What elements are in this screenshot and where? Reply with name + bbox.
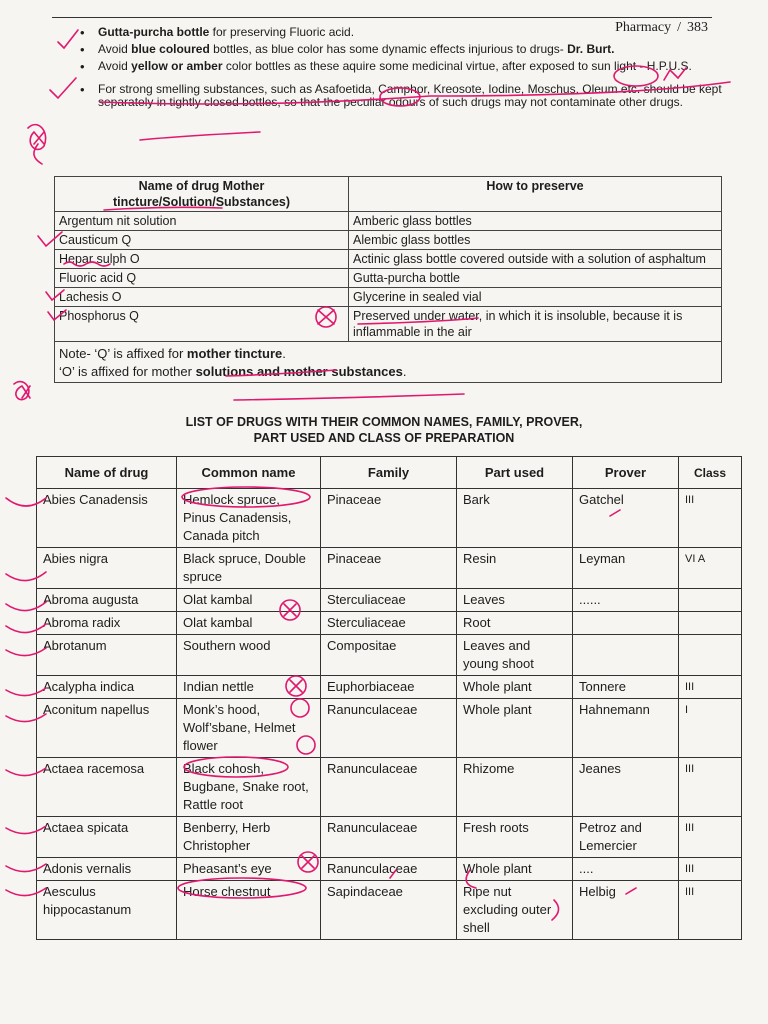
publication-name: Pharmacy — [615, 20, 672, 35]
prover-cell: .... — [573, 858, 679, 881]
family-cell: Sterculiaceae — [321, 612, 457, 635]
drug-cell: Lachesis O — [55, 288, 349, 307]
preserve-cell: Glycerine in sealed vial — [349, 288, 722, 307]
preserve-cell: Amberic glass bottles — [349, 212, 722, 231]
note-text: . — [282, 346, 286, 361]
common-name-cell: Black cohosh, Bugbane, Snake root, Rattle root — [177, 758, 321, 817]
col-header-name: Name of drug — [37, 457, 177, 489]
class-cell: VI A — [679, 548, 742, 589]
family-cell: Euphorbiaceae — [321, 676, 457, 699]
bullet-text: for preserving Fluoric acid. — [209, 25, 355, 39]
drug-cell: Hepar sulph O — [55, 250, 349, 269]
note-bold: solutions and mother substances — [195, 364, 403, 379]
note-line-o — [59, 363, 717, 381]
drug-name-cell: Actaea racemosa — [37, 758, 177, 817]
col-header-part: Part used — [457, 457, 573, 489]
bullet-item — [74, 83, 724, 109]
col-header-family: Family — [321, 457, 457, 489]
common-name-cell: Hemlock spruce, Pinus Canadensis, Canada pitch — [177, 489, 321, 548]
list-title-line: PART USED AND CLASS OF PREPARATION — [253, 431, 515, 445]
common-name-cell: Pheasant’s eye — [177, 858, 321, 881]
class-cell: III — [679, 817, 742, 858]
part-used-cell: Ripe nut excluding outer shell — [457, 881, 573, 940]
drug-name-cell: Abroma augusta — [37, 589, 177, 612]
family-cell: Ranunculaceae — [321, 699, 457, 758]
class-cell — [679, 612, 742, 635]
class-cell: III — [679, 881, 742, 940]
drug-cell: Causticum Q — [55, 231, 349, 250]
class-cell — [679, 589, 742, 612]
common-name-cell: Horse chestnut — [177, 881, 321, 940]
bullet-text: color bottles as these aquire some medicinal virtue, after exposed to sun light - H.P.U.S. — [222, 59, 692, 73]
prover-cell: Jeanes — [573, 758, 679, 817]
tick-mark — [50, 78, 76, 98]
drug-list-table — [36, 456, 742, 940]
common-name-cell: Monk’s hood, Wolf’sbane, Helmet flower — [177, 699, 321, 758]
class-cell: III — [679, 489, 742, 548]
drug-name-cell: Aconitum napellus — [37, 699, 177, 758]
common-name-cell: Olat kambal — [177, 612, 321, 635]
part-used-cell: Bark — [457, 489, 573, 548]
bullet-text: For strong smelling substances, such as Asafoetida, Camphor, Kreosote, Iodine, Moschus, Oleum etc. should be kept separately in tightly closed bottles, so that the peculiar odours of such drugs may not contaminate other drugs. — [98, 82, 722, 109]
prover-cell: Petroz and Lemercier — [573, 817, 679, 858]
table-row — [37, 881, 742, 940]
class-cell: III — [679, 676, 742, 699]
note-row — [55, 342, 722, 383]
part-used-cell: Root — [457, 612, 573, 635]
list-title — [0, 414, 768, 446]
common-name-cell: Indian nettle — [177, 676, 321, 699]
common-name-cell: Southern wood — [177, 635, 321, 676]
header-separator: / — [677, 20, 681, 35]
prover-cell: ...... — [573, 589, 679, 612]
bullet-item — [74, 43, 724, 56]
table-row — [37, 699, 742, 758]
table-row — [37, 858, 742, 881]
class-cell: III — [679, 858, 742, 881]
family-cell: Pinaceae — [321, 548, 457, 589]
drug-cell: Phosphorus Q — [55, 307, 349, 342]
bullet-text: Avoid — [98, 59, 132, 73]
family-cell: Sapindaceae — [321, 881, 457, 940]
col-header-drug: Name of drug Mother tincture/Solution/Substances) — [55, 177, 349, 212]
page-number: 383 — [687, 20, 708, 35]
family-cell: Sterculiaceae — [321, 589, 457, 612]
bullet-item — [74, 26, 724, 39]
table-row — [37, 548, 742, 589]
bullet-bold-text: blue coloured — [131, 42, 210, 56]
part-used-cell: Resin — [457, 548, 573, 589]
table-row — [37, 676, 742, 699]
col-header-class: Class — [679, 457, 742, 489]
note-cell — [55, 342, 722, 383]
prover-cell: Gatchel — [573, 489, 679, 548]
prover-cell: Leyman — [573, 548, 679, 589]
class-cell — [679, 635, 742, 676]
note-text: Note- ‘Q’ is affixed for — [59, 346, 187, 361]
table-row — [55, 307, 722, 342]
note-text: . — [402, 364, 407, 379]
part-used-cell: Leaves and young shoot — [457, 635, 573, 676]
part-used-cell: Whole plant — [457, 676, 573, 699]
common-name-cell: Black spruce, Double spruce — [177, 548, 321, 589]
bullet-text: bottles, as blue color has some dynamic effects injurious to drugs- — [209, 42, 568, 56]
bullet-bold-text: yellow or amber — [131, 59, 223, 73]
preserve-cell: Preserved under water, in which it is insoluble, because it is inflammable in the air — [349, 307, 722, 342]
common-name-cell: Olat kambal — [177, 589, 321, 612]
table-row — [37, 817, 742, 858]
prover-cell — [573, 635, 679, 676]
table-row — [55, 269, 722, 288]
bullet-bold-text: Dr. Burt. — [567, 42, 615, 56]
col-header-common: Common name — [177, 457, 321, 489]
class-cell: I — [679, 699, 742, 758]
part-used-cell: Rhizome — [457, 758, 573, 817]
drug-name-cell: Abrotanum — [37, 635, 177, 676]
storage-bullet-list — [74, 26, 724, 113]
star-symbol — [28, 125, 46, 164]
table-row — [37, 589, 742, 612]
table-row — [37, 612, 742, 635]
prover-cell — [573, 612, 679, 635]
table-row — [37, 635, 742, 676]
list-title-line: LIST OF DRUGS WITH THEIR COMMON NAMES, FAMILY, PROVER, — [185, 415, 583, 429]
preserve-cell: Actinic glass bottle covered outside with a solution of asphaltum — [349, 250, 722, 269]
drug-name-cell: Actaea spicata — [37, 817, 177, 858]
drug-name-cell: Abies Canadensis — [37, 489, 177, 548]
note-text: ‘O’ is affixed for mother — [59, 364, 196, 379]
note-bold: mother tincture — [186, 346, 283, 361]
part-used-cell: Fresh roots — [457, 817, 573, 858]
family-cell: Ranunculaceae — [321, 858, 457, 881]
bullet-item — [74, 60, 724, 73]
table-row — [37, 758, 742, 817]
table-row — [55, 231, 722, 250]
prover-cell: Helbig — [573, 881, 679, 940]
family-cell: Pinaceae — [321, 489, 457, 548]
col-header-prover: Prover — [573, 457, 679, 489]
preserve-cell: Alembic glass bottles — [349, 231, 722, 250]
prover-cell: Hahnemann — [573, 699, 679, 758]
part-used-cell: Whole plant — [457, 858, 573, 881]
table-row — [55, 288, 722, 307]
col-header-preserve: How to preserve — [349, 177, 722, 212]
table-row — [55, 212, 722, 231]
family-cell: Ranunculaceae — [321, 758, 457, 817]
part-used-cell: Leaves — [457, 589, 573, 612]
family-cell: Ranunculaceae — [321, 817, 457, 858]
table-row — [37, 489, 742, 548]
drug-name-cell: Aesculus hippocastanum — [37, 881, 177, 940]
underline-mark — [140, 132, 260, 140]
drug-name-cell: Abies nigra — [37, 548, 177, 589]
drug-name-cell: Adonis vernalis — [37, 858, 177, 881]
drug-name-cell: Abroma radix — [37, 612, 177, 635]
part-used-cell: Whole plant — [457, 699, 573, 758]
drug-name-cell: Acalypha indica — [37, 676, 177, 699]
drug-cell: Fluoric acid Q — [55, 269, 349, 288]
family-cell: Compositae — [321, 635, 457, 676]
drug-cell: Argentum nit solution — [55, 212, 349, 231]
class-cell: III — [679, 758, 742, 817]
bullet-bold-text: Gutta-purcha bottle — [98, 25, 210, 39]
prover-cell: Tonnere — [573, 676, 679, 699]
common-name-cell: Benberry, Herb Christopher — [177, 817, 321, 858]
preservation-table — [54, 176, 722, 383]
bullet-text: Avoid — [98, 42, 132, 56]
note-line-q — [59, 345, 717, 363]
drug-table-header-row — [37, 457, 742, 489]
underline-mark — [234, 394, 464, 400]
header-rule — [52, 17, 712, 18]
preserve-cell: Gutta-purcha bottle — [349, 269, 722, 288]
star-symbol — [14, 382, 30, 400]
table-row — [55, 250, 722, 269]
